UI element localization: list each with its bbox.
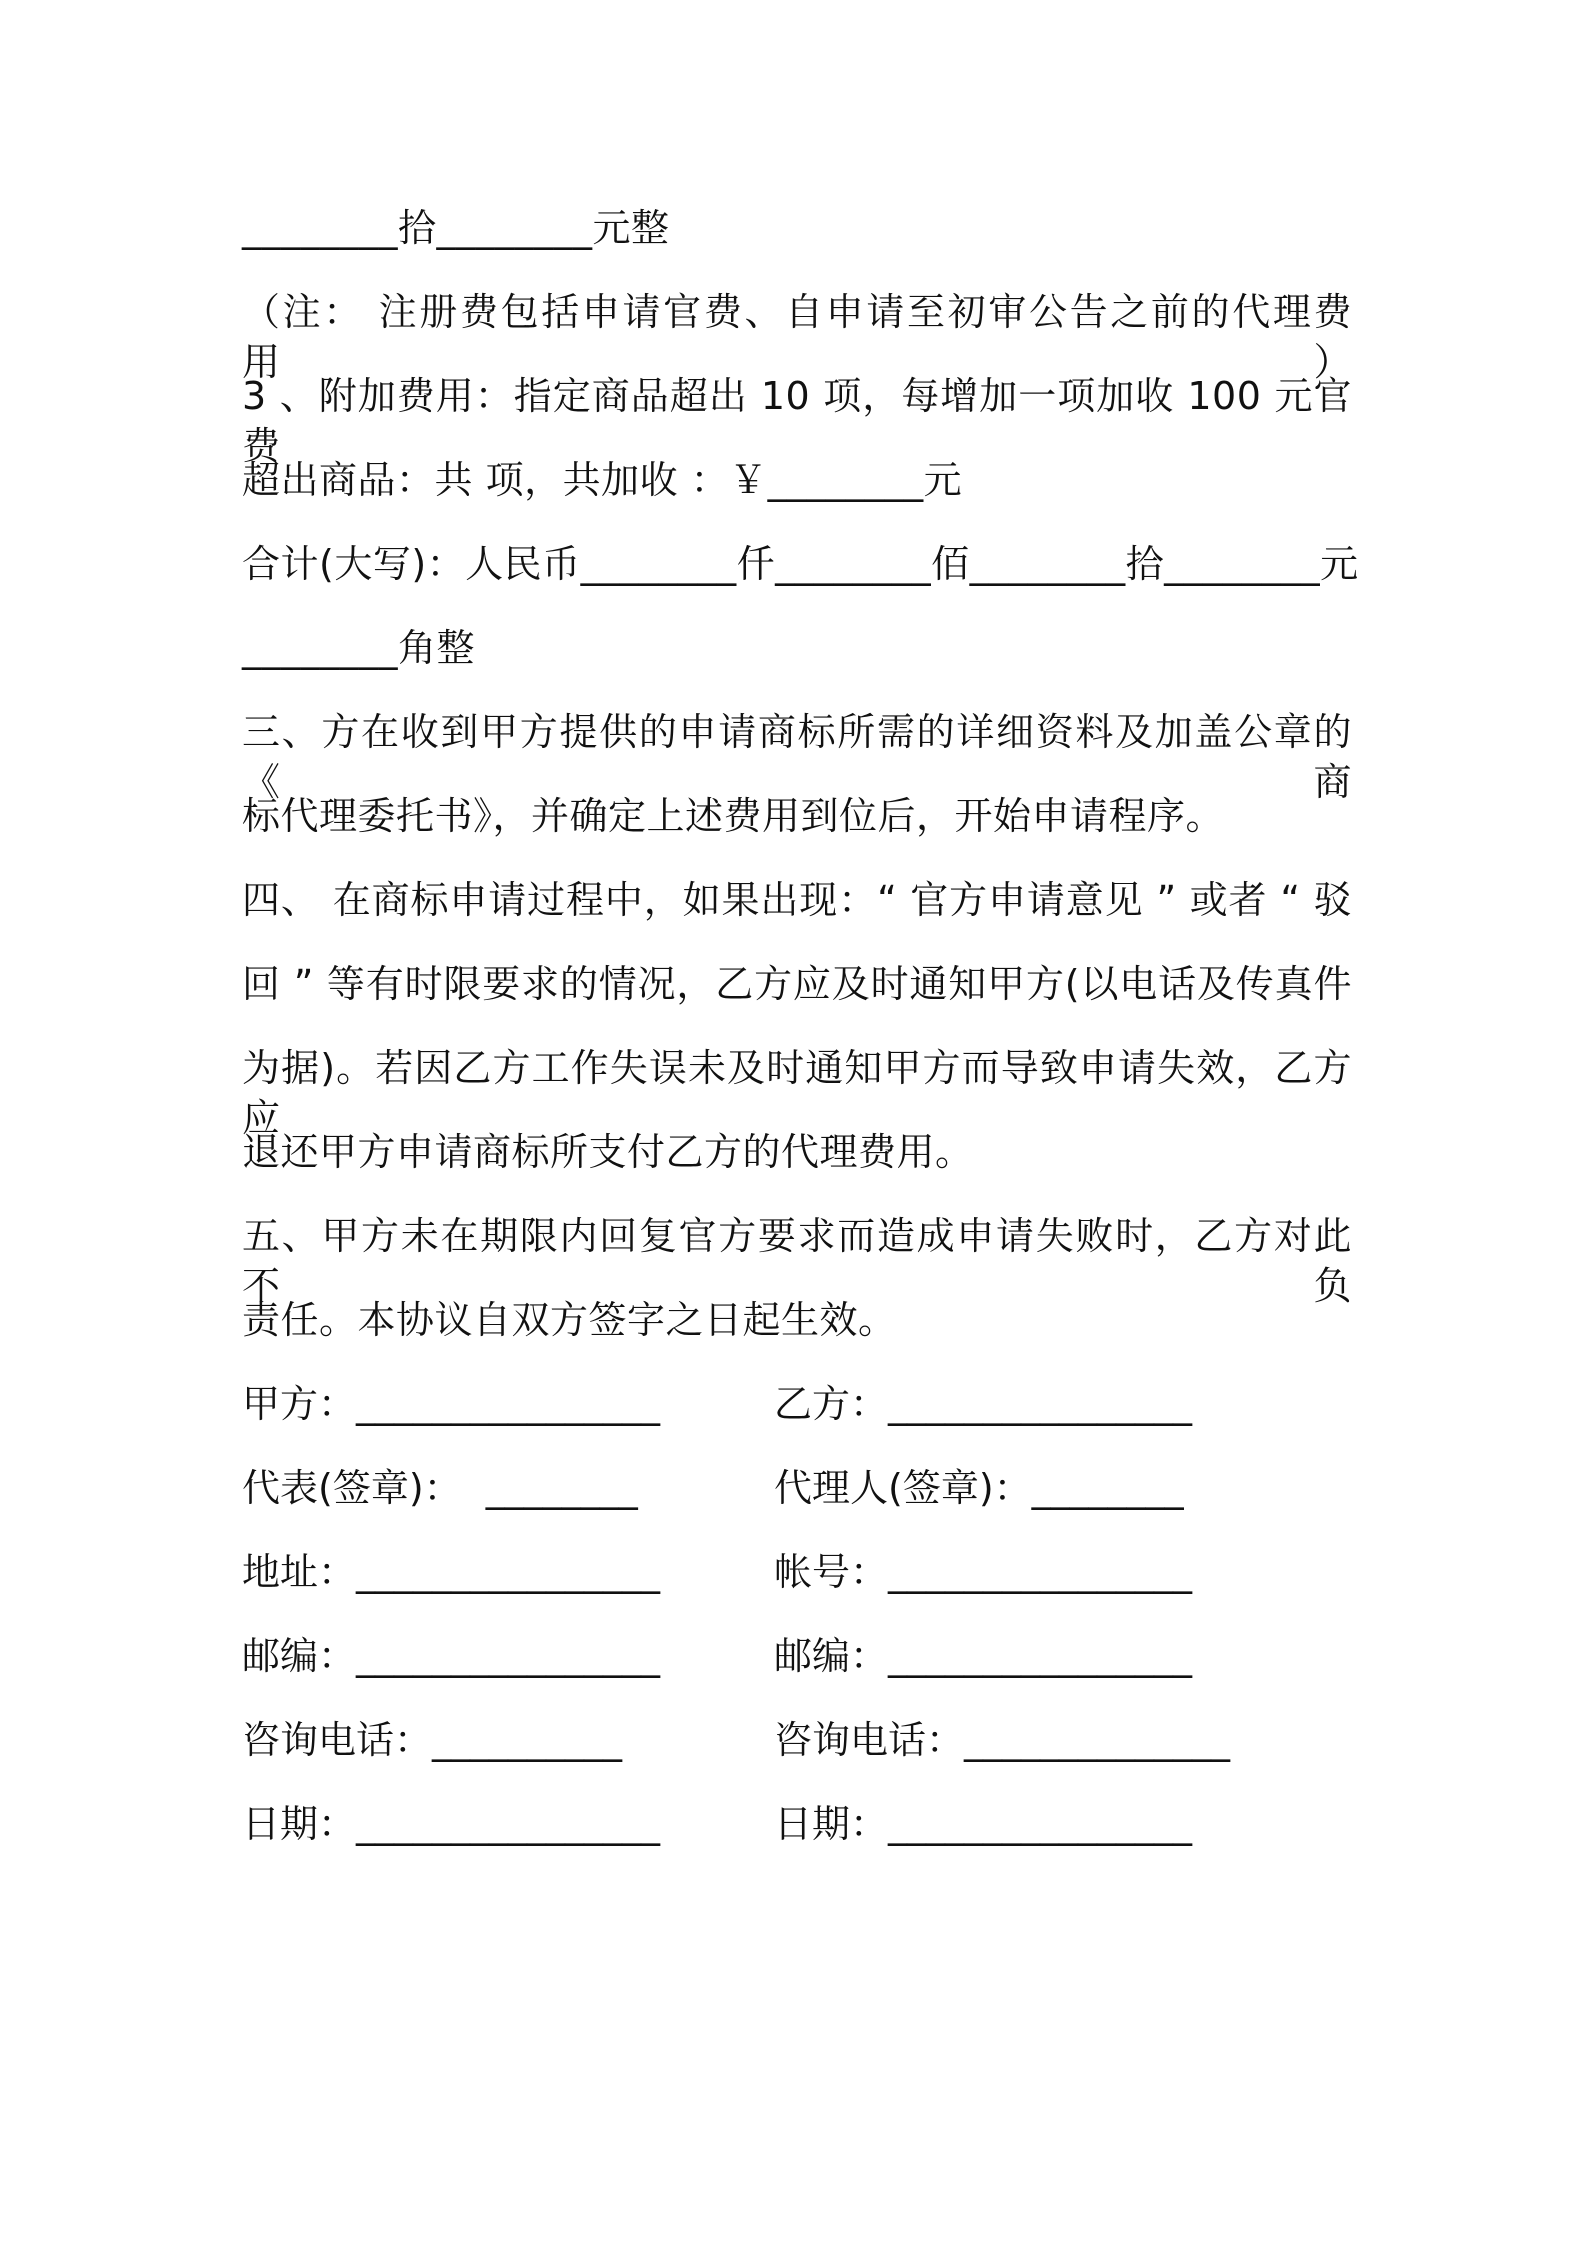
party-b-postcode-field: 邮编：________________ [774, 1634, 1193, 1678]
fee-note: （注： 注册费包括申请官费、自申请至初审公告之前的代理费用） [242, 290, 1352, 384]
party-a-phone-field: 咨询电话：__________ [242, 1718, 623, 1762]
clause-four-line-4: 退还甲方申请商标所支付乙方的代理费用。 [242, 1130, 974, 1174]
party-b-field: 乙方：________________ [774, 1382, 1193, 1426]
clause-five-line-1: 五、甲方未在期限内回复官方要求而造成申请失败时，乙方对此不负 [242, 1214, 1352, 1308]
extra-goods-line: 超出商品：共 项，共加收 ：￥________元 [242, 458, 963, 502]
party-b-phone-field: 咨询电话：______________ [774, 1718, 1231, 1762]
clause-four-line-2: 回 ” 等有时限要求的情况，乙方应及时通知甲方(以电话及传真件 [242, 962, 1352, 1006]
agent-signature-field: 代理人(签章)：________ [774, 1466, 1184, 1510]
clause-three-line-2: 标代理委托书》，并确定上述费用到位后，开始申请程序。 [242, 794, 1225, 838]
clause-four-line-3: 为据)。若因乙方工作失误未及时通知甲方而导致申请失效，乙方应 [242, 1046, 1352, 1140]
party-a-date-field: 日期：________________ [242, 1802, 661, 1846]
representative-signature-field: 代表(签章)： ________ [242, 1466, 638, 1510]
clause-three-line-1: 三、方在收到甲方提供的申请商标所需的详细资料及加盖公章的《商 [242, 710, 1352, 804]
additional-fee-clause: 3 、附加费用：指定商品超出 10 项，每增加一项加收 100 元官费 [242, 374, 1352, 468]
clause-five-line-2: 责任。本协议自双方签字之日起生效。 [242, 1298, 897, 1342]
clause-four-line-1: 四、 在商标申请过程中，如果出现：“ 官方申请意见 ” 或者 “ 驳 [242, 878, 1352, 922]
total-amount-line: 合计(大写)：人民币________仟________佰________拾________元 [242, 542, 1359, 586]
fee-amount-line: ________拾________元整 [242, 206, 670, 250]
account-field: 帐号：________________ [774, 1550, 1193, 1594]
party-a-postcode-field: 邮编：________________ [242, 1634, 661, 1678]
party-a-field: 甲方：________________ [242, 1382, 661, 1426]
total-amount-jiao-line: ________角整 [242, 626, 476, 670]
address-field: 地址：________________ [242, 1550, 661, 1594]
party-b-date-field: 日期：________________ [774, 1802, 1193, 1846]
